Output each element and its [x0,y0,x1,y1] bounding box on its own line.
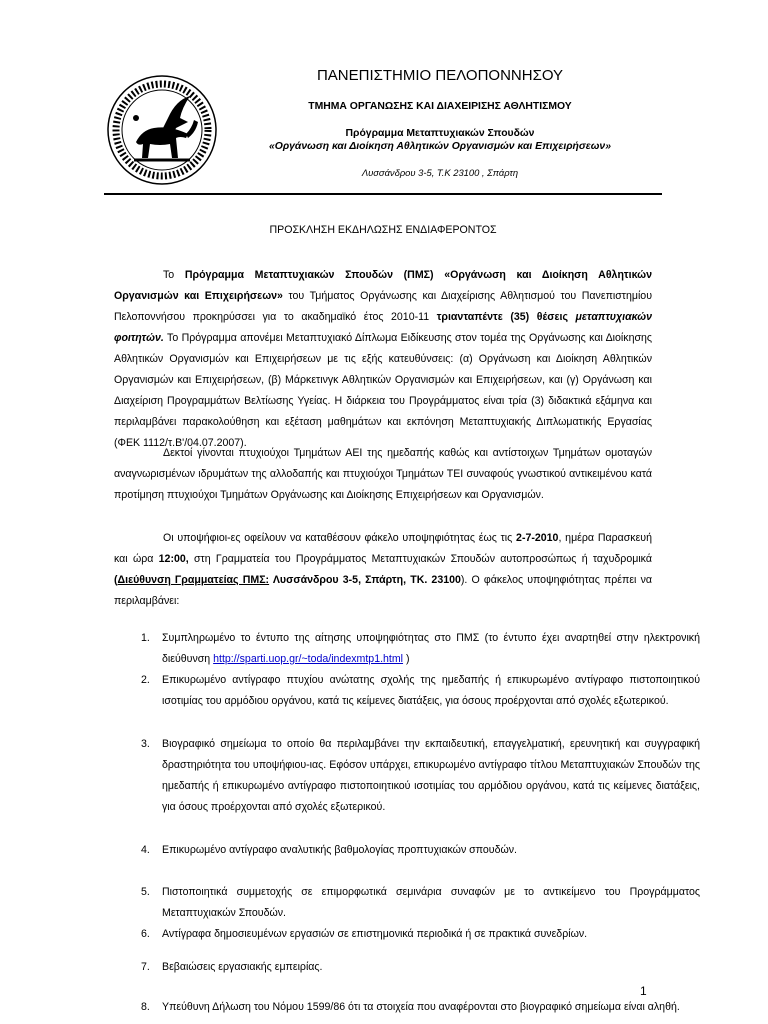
header-divider [104,193,662,195]
list-item-text: Βιογραφικό σημείωμα το οποίο θα περιλαμβάνει την εκπαιδευτική, επαγγελματική, ερευνητική και συγγραφική δραστηριότητα του υποψήφιου-ιας. Εφόσον υπάρχει, επικυρωμένο αντίγραφο τίτλου Μεταπτυχιακών Σπουδών της ημεδαπής ή επικυρωμένο αντίγραφο πιστοποιητικού ισοτιμίας του αρμόδιου οργάνου, κατά τις κείμενες διατάξεις, για όσους προέρχονται από σχολές εξωτερικού. [162,738,700,813]
department-name: ΤΜΗΜΑ ΟΡΓΑΝΩΣΗΣ ΚΑΙ ΔΙΑΧΕΙΡΙΣΗΣ ΑΘΛΗΤΙΣΜΟΥ [308,101,572,112]
paragraph-deadline: Οι υποψήφιοι-ες οφείλουν να καταθέσουν φάκελο υποψηφιότητας έως τις 2-7-2010, ημέρα Παρασκευή και ώρα 12:00, στη Γραμματεία του Προγράμματος Μεταπτυχιακών Σπουδών αυτοπροσώπως ή ταχυδρομικά (Διεύθυνση Γραμματείας ΠΜΣ: Λυσσάνδρου 3-5, Σπάρτη, ΤΚ. 23100). Ο φάκελος υποψηφιότητας πρέπει να περιλαμβάνει: [114,532,652,607]
list-number: 1. [141,632,150,644]
list-number: 5. [141,886,150,898]
list-number: 2. [141,674,150,686]
paragraph-program-intro: Το Πρόγραμμα Μεταπτυχιακών Σπουδών (ΠΜΣ) «Οργάνωση και Διοίκηση Αθλητικών Οργανισμών και Επιχειρήσεων» του Τμήματος Οργάνωσης και Διαχείρισης Αθλητισμού του Πανεπιστημίου Πελοποννήσου προκηρύσσει για το ακαδημαϊκό έτος 2010-11 τριανταπέντε (35) θέσεις μεταπτυχιακών φοιτητών. Το Πρόγραμμα απονέμει Μεταπτυχιακό Δίπλωμα Ειδίκευσης στον τομέα της Οργάνωσης και Διοίκησης Αθλητικών Οργανισμών και Επιχειρήσεων με τις εξής κατευθύνσεις: (α) Οργάνωση και Διοίκηση Αθλητικών Οργανισμών και Επιχειρήσεων, (β) Μάρκετινγκ Αθλητικών Οργανισμών και Επιχειρήσεων, και (γ) Οργάνωση και Διαχείριση Προγραμμάτων Βελτίωσης Υγείας. Η διάρκεια του Προγράμματος είναι τρία (3) διδακτικά εξάμηνα και περιλαμβάνει παρακολούθηση και εξέταση μαθημάτων και εκπόνηση Μεταπτυχιακής Διπλωματικής Εργασίας (ΦΕΚ 1112/τ.Β'/04.07.2007). [114,269,652,449]
program-name-line2: «Οργάνωση και Διοίκηση Αθλητικών Οργανισμών και Επιχειρήσεων» [269,141,611,152]
university-name: ΠΑΝΕΠΙΣΤΗΜΙΟ ΠΕΛΟΠΟΝΝΗΣΟΥ [316,67,564,84]
list-item-text: Συμπληρωμένο το έντυπο της αίτησης υποψηφιότητας στο ΠΜΣ (το έντυπο έχει αναρτηθεί στην ηλεκτρονική διεύθυνση [162,632,700,665]
list-item-text: Βεβαιώσεις εργασιακής εμπειρίας. [162,961,323,973]
list-number: 3. [141,738,150,750]
document-title: ΠΡΟΣΚΛΗΣΗ ΕΚΔΗΛΩΣΗΣ ΕΝΔΙΑΦΕΡΟΝΤΟΣ [269,224,497,236]
list-number: 6. [141,928,150,940]
list-item-text: Αντίγραφα δημοσιευμένων εργασιών σε επιστημονικά περιοδικά ή σε πρακτικά συνεδρίων. [162,928,588,940]
list-number: 8. [141,1001,150,1013]
list-item-text: Υπεύθυνη Δήλωση του Νόμου 1599/86 ότι τα στοιχεία που αναφέρονται στο βιογραφικό σημείωμα είναι αληθή. [162,1001,680,1013]
list-item [114,670,700,712]
list-item [114,924,700,945]
address: Λυσσάνδρου 3-5, Τ.Κ 23100 , Σπάρτη [361,167,519,178]
list-item [114,628,700,670]
university-seal-icon [106,74,218,186]
program-name-line1: Πρόγραμμα Μεταπτυχιακών Σπουδών [345,128,535,139]
list-number: 7. [141,961,150,973]
list-number: 4. [141,844,150,856]
paragraph-eligibility: Δεκτοί γίνονται πτυχιούχοι Τμημάτων ΑΕΙ της ημεδαπής καθώς και αντίστοιχων Τμημάτων ομοταγών αναγνωρισμένων ιδρυμάτων της αλλοδαπής και πτυχιούχοι Τμημάτων ΤΕΙ συναφούς γνωστικού αντικειμένου κατά προτίμηση πτυχιούχοι Τμημάτων Οργάνωσης και Διοίκησης Επιχειρήσεων και Οργανισμών. [114,447,652,501]
list-item [114,840,700,861]
list-item-text: Επικυρωμένο αντίγραφο αναλυτικής βαθμολογίας προπτυχιακών σπουδών. [162,844,517,856]
list-item [114,734,700,818]
page-number: 1 [640,984,647,998]
list-item [114,882,700,924]
application-form-link[interactable]: http://sparti.uop.gr/~toda/indexmtp1.html [213,653,404,665]
list-item-text-end: ) [403,653,410,665]
list-item-text: Επικυρωμένο αντίγραφο πτυχίου ανώτατης σχολής της ημεδαπής ή επικυρωμένο αντίγραφο πιστοποιητικού ισοτιμίας του αρμόδιου οργάνου, κατά τις κείμενες διατάξεις, για όσους προέρχονται από σχολές εξωτερικού. [162,674,700,707]
list-item [114,957,700,978]
list-item-text: Πιστοποιητικά συμμετοχής σε επιμορφωτικά σεμινάρια συναφών με το αντικείμενο του Προγράμματος Μεταπτυχιακών Σπουδών. [162,886,700,919]
list-item [114,997,700,1018]
